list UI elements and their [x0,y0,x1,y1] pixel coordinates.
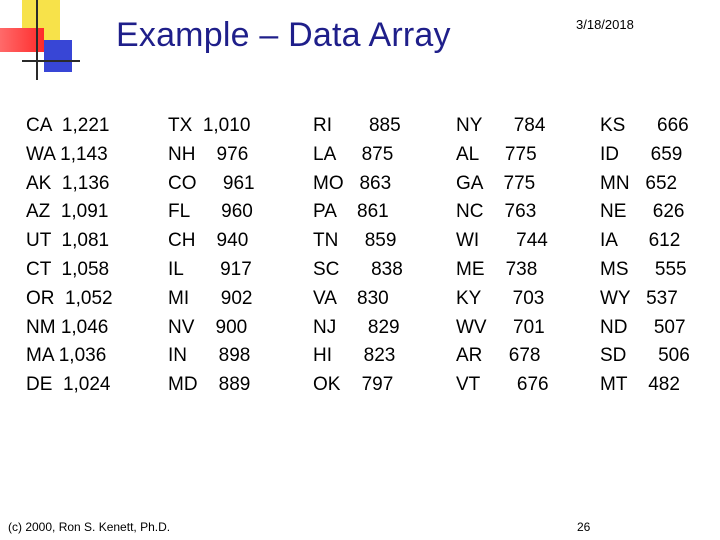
data-entry: IL 917 [168,258,252,280]
page-number: 26 [577,520,591,534]
data-entry: CT 1,058 [26,258,110,280]
data-entry: NM 1,046 [26,316,109,338]
data-entry: KS 666 [600,115,689,136]
logo-horizontal-line [22,60,80,62]
data-entry: CO 961 [168,172,255,194]
data-entry: VT 676 [456,374,549,396]
data-entry: KY 703 [456,287,545,309]
data-entry: GA 775 [456,172,536,194]
data-entry: AZ 1,091 [26,201,109,223]
data-entry: AK 1,136 [26,172,110,194]
data-entry: IA 612 [600,230,681,252]
data-column-3 [313,112,403,400]
data-entry: MD 889 [168,374,251,396]
data-entry: NC 763 [456,201,537,223]
data-entry: OK 797 [313,374,394,396]
data-column-4 [456,112,549,400]
data-entry: AR 678 [456,345,541,367]
data-entry: WY 537 [600,287,678,309]
data-entry: OR 1,052 [26,287,113,309]
data-column-2 [168,112,255,400]
footer-copyright: (c) 2000, Ron S. Kenett, Ph.D. [8,520,171,534]
data-entry: ID 659 [600,143,683,165]
data-entry: SD 506 [600,345,690,367]
data-entry: MA 1,036 [26,345,107,367]
data-entry: RI 885 [313,115,401,136]
data-entry: NE 626 [600,201,685,223]
data-entry: NV 900 [168,316,248,338]
data-entry: ND 507 [600,316,686,338]
logo-blue-square [44,40,72,72]
data-entry: CA 1,221 [26,115,110,136]
data-entry: TX 1,010 [168,115,251,136]
data-entry: IN 898 [168,345,251,367]
data-entry: HI 823 [313,345,396,367]
data-entry: NH 976 [168,143,249,165]
data-entry: WI 744 [456,230,548,252]
slide-logo [0,0,80,85]
data-entry: WV 701 [456,316,545,338]
slide-date: 3/18/2018 [576,17,634,32]
data-entry: MI 902 [168,287,253,309]
data-entry: UT 1,081 [26,230,110,252]
data-entry: DE 1,024 [26,374,111,396]
logo-vertical-line [36,0,38,80]
data-entry: ME 738 [456,258,538,280]
data-entry: CH 940 [168,230,249,252]
data-entry: PA 861 [313,201,389,223]
slide-title: Example – Data Array [116,16,451,54]
data-entry: NY 784 [456,115,546,136]
data-entry: MT 482 [600,374,680,396]
data-entry: LA 875 [313,143,394,165]
data-entry: SC 838 [313,258,403,280]
data-entry: VA 830 [313,287,389,309]
data-entry: NJ 829 [313,316,400,338]
data-column-5 [600,112,690,400]
data-entry: MO 863 [313,172,392,194]
data-entry: MS 555 [600,258,687,280]
data-entry: MN 652 [600,172,678,194]
data-entry: FL 960 [168,201,253,223]
data-entry: WA 1,143 [26,143,108,165]
data-column-1 [26,112,113,400]
data-entry: AL 775 [456,143,537,165]
data-entry: TN 859 [313,230,397,252]
